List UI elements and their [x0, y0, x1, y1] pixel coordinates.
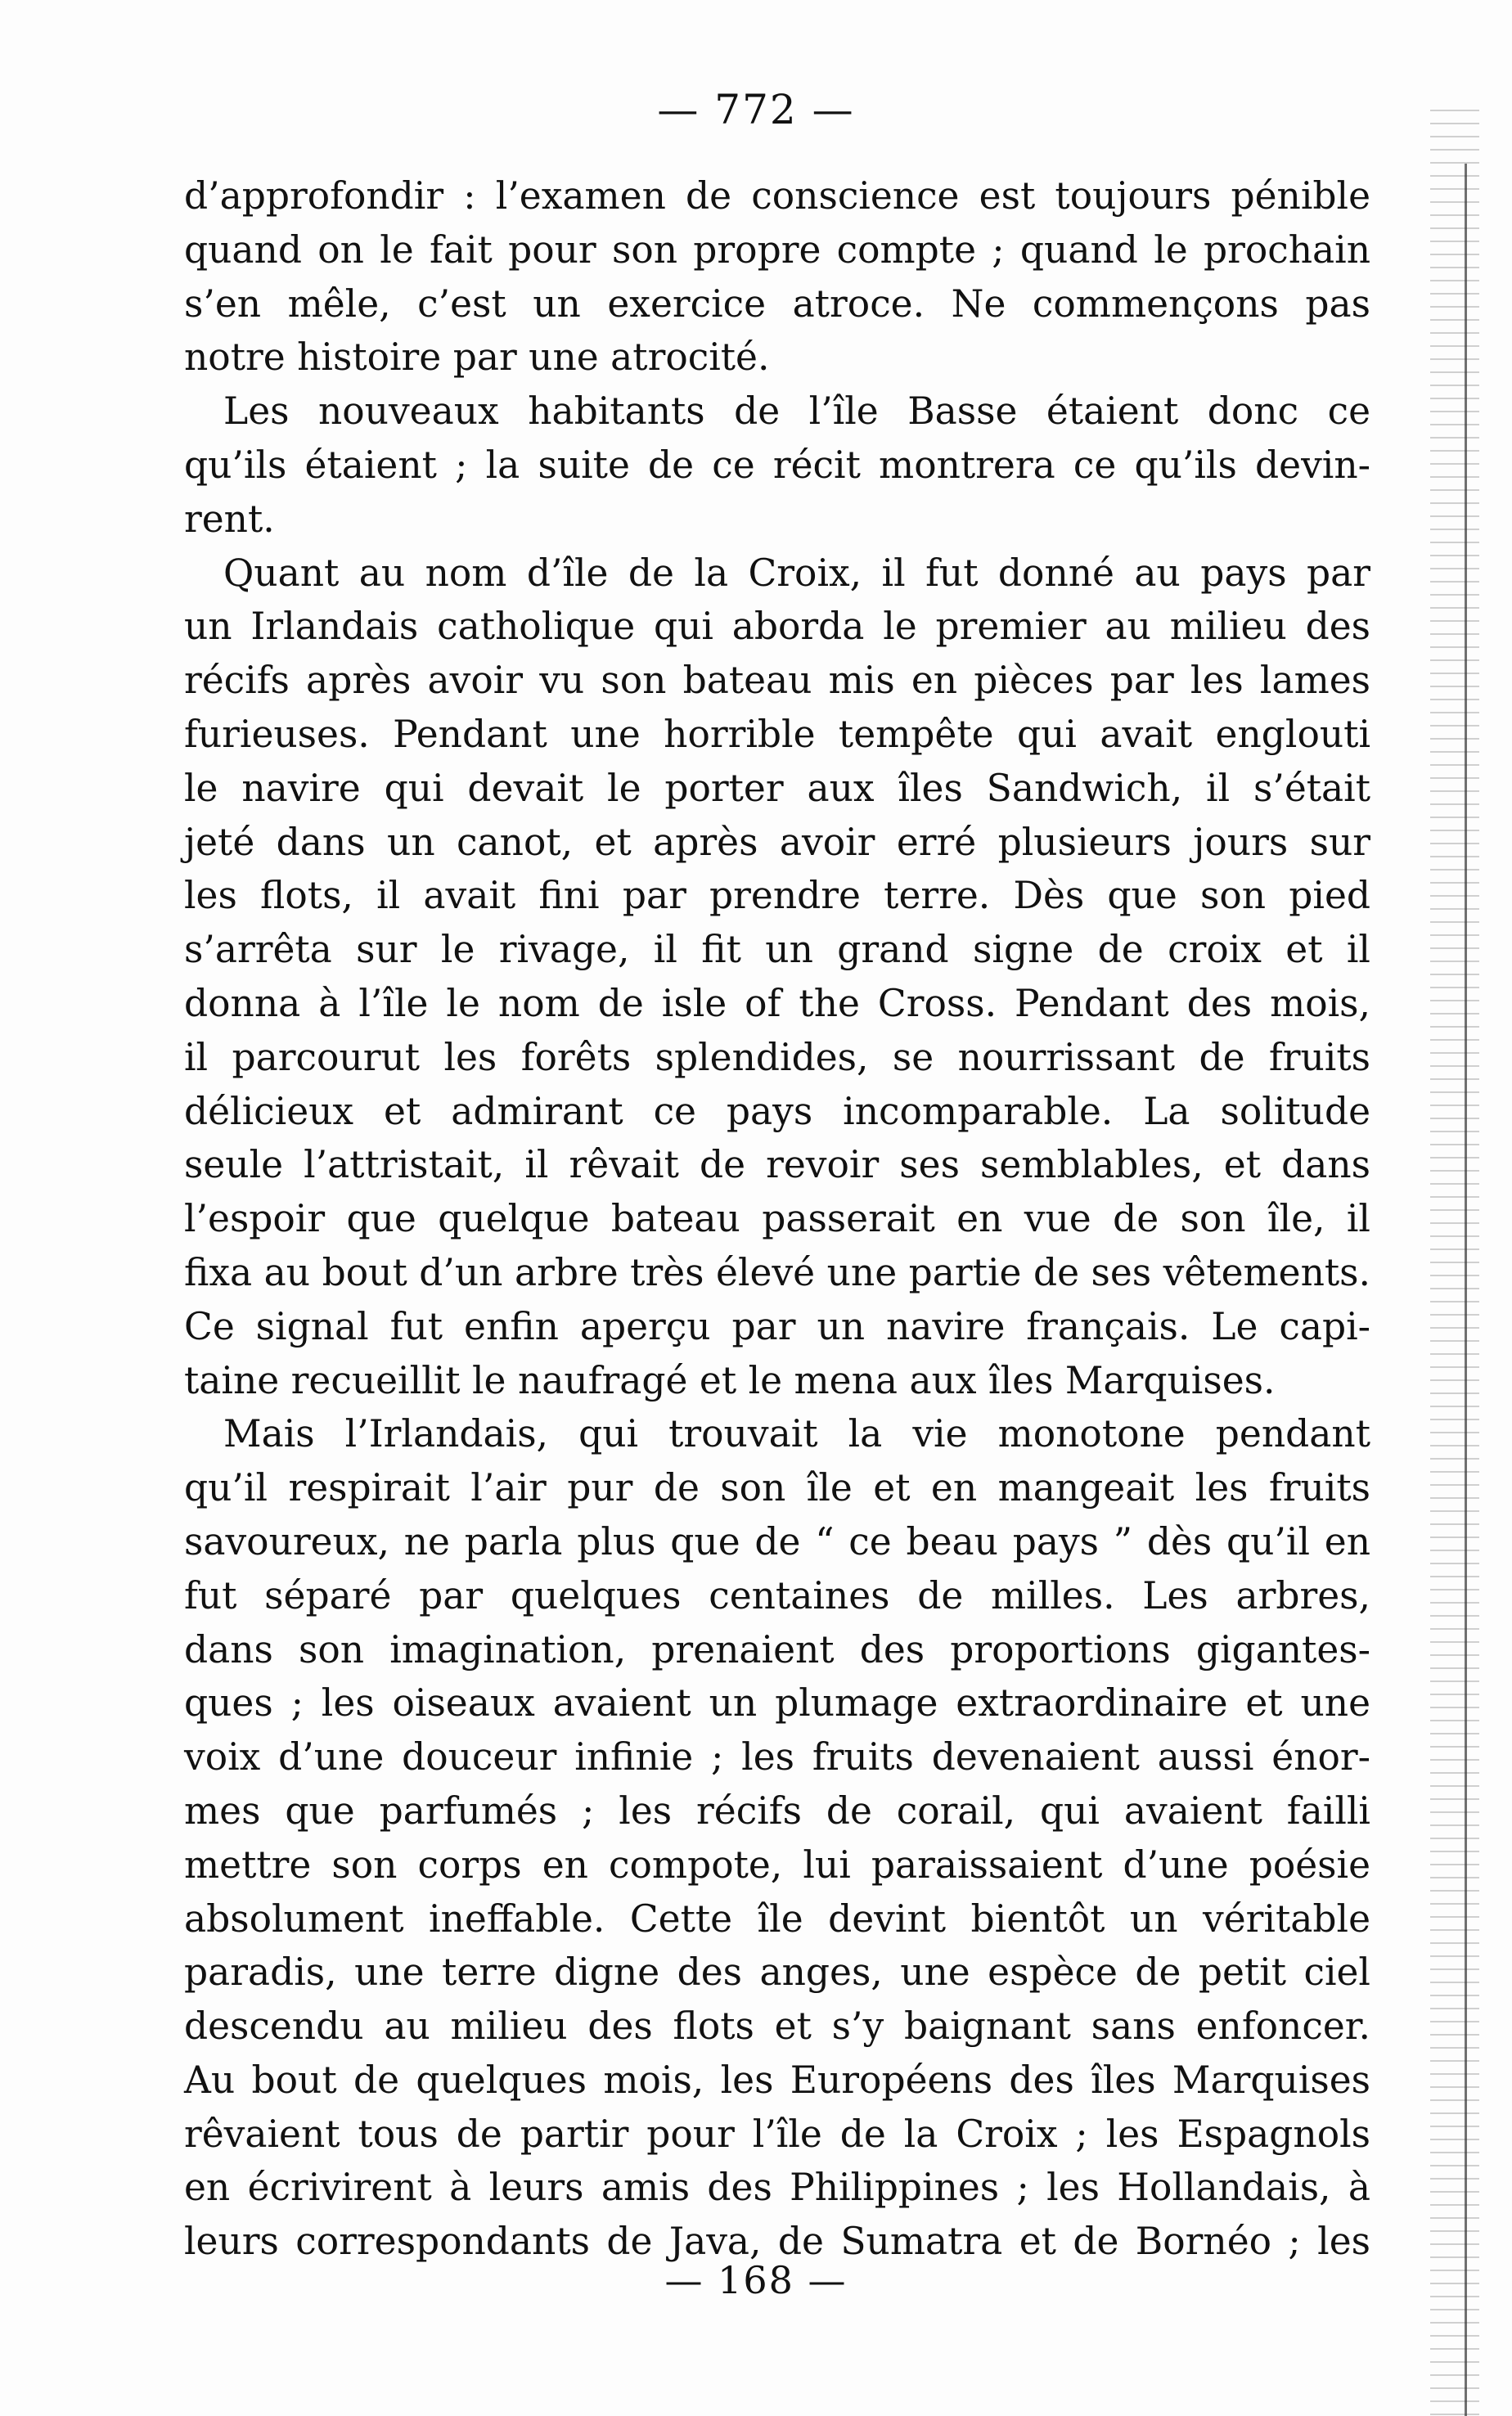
page-number-footer: — 168 — [664, 2258, 848, 2302]
text-line: fixa au bout d’un arbre très élevé une partie de ses vêtements. [184, 1250, 1370, 1294]
text-line: furieuses. Pendant une horrible tempête qui avait englouti [184, 712, 1370, 756]
text-line: dans son imagination, prenaient des proportions gigantes- [184, 1627, 1370, 1671]
text-line: récifs après avoir vu son bateau mis en pièces par les lames [184, 659, 1370, 703]
text-line: leurs correspondants de Java, de Sumatra et de Bornéo ; les [184, 2220, 1370, 2264]
text-line: s’arrêta sur le rivage, il fit un grand signe de croix et il [184, 928, 1370, 972]
text-line: fut séparé par quelques centaines de milles. Les arbres, [184, 1573, 1370, 1617]
text-line: mes que parfumés ; les récifs de corail, qui avaient failli [184, 1788, 1370, 1833]
text-line: seule l’attristait, il rêvait de revoir ses semblables, et dans [184, 1143, 1370, 1187]
text-line: quand on le fait pour son propre compte ; quand le prochain [184, 227, 1370, 272]
text-line: les flots, il avait fini par prendre terre. Dès que son pied [184, 874, 1370, 918]
text-line: absolument ineffable. Cette île devint bientôt un véritable [184, 1896, 1370, 1941]
text-line: notre histoire par une atrocité. [184, 335, 770, 380]
text-line: Les nouveaux habitants de l’île Basse étaient donc ce [223, 389, 1370, 434]
text-line: qu’il respirait l’air pur de son île et en mangeait les fruits [184, 1466, 1370, 1510]
page-number-header: — 772 — [657, 86, 855, 133]
text-line: s’en mêle, c’est un exercice atroce. Ne commençons pas [184, 281, 1370, 326]
text-line: donna à l’île le nom de isle of the Cross. Pendant des mois, [184, 981, 1370, 1025]
text-line: jeté dans un canot, et après avoir erré plusieurs jours sur [184, 820, 1370, 864]
text-line: rent. [184, 497, 275, 541]
text-line: en écrivirent à leurs amis des Philippines ; les Hollandais, à [184, 2166, 1370, 2210]
text-line: voix d’une douceur infinie ; les fruits devenaient aussi énor- [184, 1735, 1370, 1779]
text-line: l’espoir que quelque bateau passerait en vue de son île, il [184, 1197, 1370, 1241]
scan-edge-shadow [1430, 98, 1479, 2416]
text-line: Mais l’Irlandais, qui trouvait la vie monotone pendant [223, 1412, 1370, 1456]
text-line: délicieux et admirant ce pays incomparable. La solitude [184, 1089, 1370, 1133]
text-line: ques ; les oiseaux avaient un plumage extraordinaire et une [184, 1681, 1370, 1725]
scan-edge-line [1465, 164, 1467, 2416]
text-line: il parcourut les forêts splendides, se nourrissant de fruits [184, 1035, 1370, 1079]
text-line: descendu au milieu des flots et s’y baignant sans enfoncer. [184, 2004, 1370, 2049]
text-line: mettre son corps en compote, lui paraissaient d’une poésie [184, 1842, 1370, 1887]
text-line: qu’ils étaient ; la suite de ce récit montrera ce qu’ils devin- [184, 443, 1370, 487]
text-line: rêvaient tous de partir pour l’île de la Croix ; les Espagnols [184, 2112, 1370, 2156]
text-line: savoureux, ne parla plus que de “ ce beau pays ” dès qu’il en [184, 1519, 1370, 1563]
text-line: Ce signal fut enfin aperçu par un navire français. Le capi- [184, 1304, 1370, 1348]
text-line: paradis, une terre digne des anges, une espèce de petit ciel [184, 1950, 1370, 1995]
body-text [184, 169, 1370, 2269]
text-line: Quant au nom d’île de la Croix, il fut donné au pays par [223, 551, 1370, 595]
text-line: taine recueillit le naufragé et le mena aux îles Marquises. [184, 1358, 1276, 1402]
text-line: Au bout de quelques mois, les Européens des îles Marquises [184, 2058, 1370, 2102]
text-line: le navire qui devait le porter aux îles Sandwich, il s’était [184, 766, 1370, 810]
text-line: d’approfondir : l’examen de conscience est toujours pénible [184, 174, 1370, 218]
text-line: un Irlandais catholique qui aborda le premier au milieu des [184, 605, 1370, 649]
